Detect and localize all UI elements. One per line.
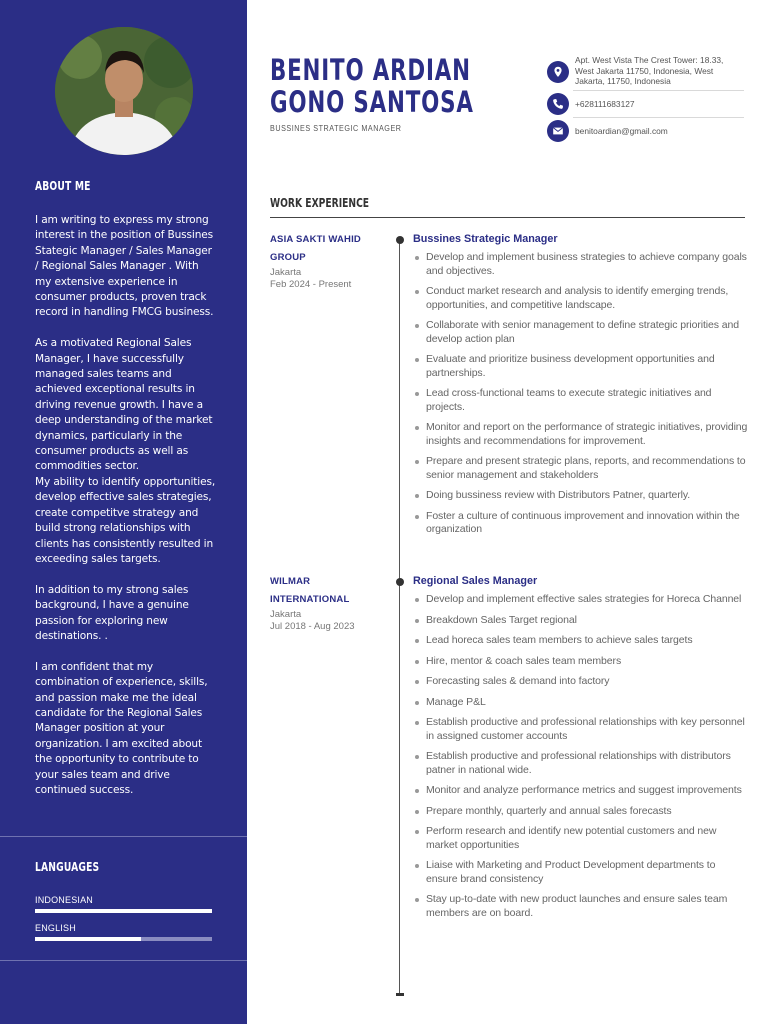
- list-item: Lead cross-functional teams to execute strategic initiatives and projects.: [413, 387, 748, 414]
- list-item: Lead horeca sales team members to achieve sales targets: [413, 634, 748, 648]
- company-location: Jakarta: [270, 609, 302, 620]
- job-title: BUSSINES STRATEGIC MANAGER: [270, 124, 402, 133]
- timeline-dot: [396, 236, 404, 244]
- sidebar-divider: [0, 836, 247, 837]
- responsibilities-list: [413, 251, 748, 537]
- work-heading-rule: [270, 217, 745, 218]
- company-block: [270, 231, 380, 291]
- company-block: [270, 573, 380, 633]
- about-text: [35, 213, 217, 814]
- contact-email: [547, 120, 744, 142]
- timeline-dot: [396, 578, 404, 586]
- list-item: Doing bussiness review with Distributors Patner, quarterly.: [413, 489, 748, 503]
- email-text[interactable]: benitoardian@gmail.com: [575, 126, 668, 136]
- role-block: [413, 575, 748, 927]
- work-experience-heading: WORK EXPERIENCE: [270, 196, 370, 210]
- language-name: INDONESIAN: [35, 895, 94, 905]
- profile-photo-illustration: [55, 27, 193, 155]
- timeline-line: [399, 238, 400, 995]
- company-name-line2: GROUP: [270, 252, 306, 263]
- language-item: [35, 895, 212, 913]
- list-item: Stay up-to-date with new product launches and ensure sales team members are on board.: [413, 893, 748, 920]
- list-item: Liaise with Marketing and Product Development departments to ensure brand consistency: [413, 859, 748, 886]
- language-name: ENGLISH: [35, 923, 76, 933]
- address-text: Apt. West Vista The Crest Tower: 18.33, West Jakarta 11750, Indonesia, West Jakarta, 11750, Indonesia: [575, 55, 724, 86]
- company-name-line1: WILMAR: [270, 576, 311, 587]
- list-item: Collaborate with senior management to define strategic priorities and develop action plan: [413, 319, 748, 346]
- list-item: Establish productive and professional relationships with key personnel in assigned customer accounts: [413, 716, 748, 743]
- list-item: Breakdown Sales Target regional: [413, 614, 748, 628]
- list-item: Prepare monthly, quarterly and annual sales forecasts: [413, 805, 748, 819]
- language-item: [35, 923, 212, 941]
- about-paragraph: I am writing to express my strong interest in the position of Bussines Stategic Manager / Sales Manager / Regional Sales Manager . With my extensive experience in consumer products, proven track record in handling FMCG business.: [35, 214, 214, 319]
- language-level-bar: [35, 909, 212, 913]
- list-item: Perform research and identify new potential customers and new market opportunities: [413, 825, 748, 852]
- language-level-fill: [35, 909, 212, 913]
- about-paragraph: I am confident that my combination of experience, skills, and passion make me the ideal candidate for the Regional Sales Manager position at your organization. I am excited about the opportunity to contribute to your sales team and drive continued success.: [35, 660, 208, 796]
- role-block: [413, 233, 748, 544]
- phone-text[interactable]: +628111683127: [575, 99, 635, 109]
- about-paragraph: My ability to identify opportunities, develop effective sales strategies, create competitve strategy and build strong relationships with clients has consistently resulted in exceeding sales targets.: [35, 475, 216, 565]
- name-block: [270, 54, 518, 133]
- list-item: Conduct market research and analysis to identify emerging trends, opportunities, and competitive landscape.: [413, 285, 748, 312]
- language-level-fill: [35, 937, 141, 941]
- list-item: Manage P&L: [413, 696, 748, 710]
- list-item: Forecasting sales & demand into factory: [413, 675, 748, 689]
- full-name-line2: GONO SANTOSA: [270, 85, 474, 119]
- list-item: Develop and implement effective sales strategies for Horeca Channel: [413, 593, 748, 607]
- list-item: Prepare and present strategic plans, reports, and recommendations to senior management and stakeholders: [413, 455, 748, 482]
- contact-address: [547, 55, 744, 87]
- about-paragraph: In addition to my strong sales background, I have a genuine passion for exploring new destinations. .: [35, 583, 189, 642]
- phone-icon: [547, 93, 569, 115]
- location-icon: [547, 61, 569, 83]
- sidebar-divider: [0, 960, 247, 961]
- timeline-end: [396, 993, 404, 996]
- about-paragraph: As a motivated Regional Sales Manager, I have successfully managed sales teams and achieved exceptional results in driving revenue growth. I have a deep understanding of the market dynamics, particularly in the consumer products as well as commodities sector.: [35, 337, 213, 473]
- list-item: Monitor and analyze performance metrics and suggest improvements: [413, 784, 748, 798]
- list-item: Evaluate and prioritize business development opportunities and partnerships.: [413, 353, 748, 380]
- list-item: Monitor and report on the performance of strategic initiatives, providing insights and recommendations for improvement.: [413, 421, 748, 448]
- contact-phone: [547, 93, 744, 115]
- list-item: Develop and implement business strategies to achieve company goals and objectives.: [413, 251, 748, 278]
- list-item: Hire, mentor & coach sales team members: [413, 655, 748, 669]
- role-title: Regional Sales Manager: [413, 575, 538, 587]
- list-item: Foster a culture of continuous improvement and innovation within the organization: [413, 510, 748, 537]
- profile-photo: [55, 27, 193, 155]
- contact-separator: [573, 117, 744, 118]
- list-item: Establish productive and professional relationships with distributors patner in national wide.: [413, 750, 748, 777]
- role-title: Bussines Strategic Manager: [413, 233, 558, 245]
- employment-dates: Jul 2018 - Aug 2023: [270, 621, 355, 632]
- employment-dates: Feb 2024 - Present: [270, 279, 352, 290]
- sidebar: [0, 0, 247, 1024]
- language-level-bar: [35, 937, 212, 941]
- email-icon: [547, 120, 569, 142]
- languages-heading: LANGUAGES: [35, 860, 100, 874]
- full-name-line1: BENITO ARDIAN: [270, 53, 471, 87]
- about-heading: ABOUT ME: [35, 179, 91, 193]
- company-name-line2: INTERNATIONAL: [270, 594, 350, 605]
- company-location: Jakarta: [270, 267, 302, 278]
- responsibilities-list: [413, 593, 748, 920]
- contact-separator: [573, 90, 744, 91]
- company-name-line1: ASIA SAKTI WAHID: [270, 234, 361, 245]
